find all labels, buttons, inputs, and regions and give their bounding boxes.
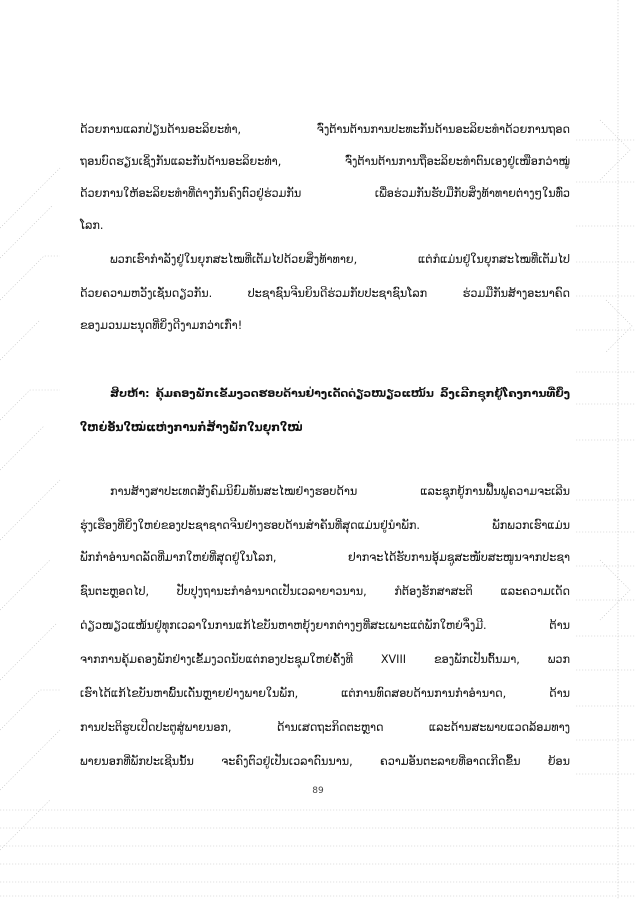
text-line: ຖອນບົດຮຽນເຊິ່ງກັນແລະກັນດ້ານອະລິຍະທຳ, ຈົ່ງຕ້ານຕ້ານການຖືອະລິຍະທຳຕົນເອງຢູ່ເໜືອກວ່າໝູ່ xyxy=(80,155,570,168)
text-line: ຮຸ່ງເຮືອງທີ່ຍິ່ງໃຫຍ່ຂອງປະຊາຊາດຈີນຢ່າງຮອບດ້ານສຳຄັນທີ່ສຸດແມ່ນຢູ່ນຳພັກ. ພັກພວກເຮົາແມ່ນ xyxy=(80,519,570,532)
text-line: ດ້ວຍການແລກປ່ຽນດ້ານອະລິຍະທຳ, ຈົ່ງຕ້ານຕ້ານການປະທະກັນດ້ານອະລິຍະທຳດ້ວຍການຖອດ xyxy=(80,123,570,136)
text-line: ດ່ຽວໜຽວແໜ້ນຢູ່ທຸກເວລາໃນການແກ້ໄຂບັນຫາຫຍຸ້ງຍາກຕ່າງໆທີ່ສະເພາະແຕ່ພັກໃຫຍ່ຈຶ່ງມີ. ຕ້ານ xyxy=(80,619,570,632)
text-line: ຈາກການຄຸ້ມຄອງພັກຢ່າງເຂັ້ມງວດນັບແຕ່ກອງປະຊຸມໃຫຍ່ຄັ້ງທີ XVIII ຂອງພັກເປັນຕົ້ນມາ, ພວກ xyxy=(80,653,570,666)
heading-line: ສິບຫ້າ: ຄຸ້ມຄອງພັກເຂັ້ມງວດຮອບດ້ານຢ່າງເດັດດ່ຽວໜຽວແໜ້ນ ລິ້ງເລີກຊຸກຍູ້ໂຄງການທີ່ຍິ່ງ xyxy=(110,387,570,400)
text-line: ດ້ວຍການໃຫ້ອະລິຍະທຳທີ່ຕ່າງກັນຄົງຕົວຢູ່ຮ່ວມກັນ ເພື່ອຮ່ວມກັນຮັບມືກັບສິ່ງທ້າທາຍຕ່າງໆໃນທົ່ວ xyxy=(80,187,570,200)
text-line: ການສ້າງສາປະເທດສັງຄົມນິຍົມທັນສະໄໝຢ່າງຮອບດ້ານ ແລະຊຸກຍູ້ການຟື້ນຟູຄວາມຈະເລີນ xyxy=(110,485,570,498)
heading-line: ໃຫຍ່ອັນໃໝ່ແຫ່ງການກໍ່ສ້າງພັກໃນຍຸກໃໝ່ xyxy=(80,421,303,434)
text-line: ໂລກ. xyxy=(80,219,104,232)
text-line: ການປະຕິຮູບເປີດປະຕູສູ່ພາຍນອກ, ດ້ານເສດຖະກິດຕະຫຼາດ ແລະດ້ານສະພາບແວດລ້ອມທາງ xyxy=(80,721,570,734)
text-line: ພາຍນອກທີ່ພັກປະເຊີນນັ້ນ ຈະຄົງຕົວຢູ່ເປັນເວລາດົນນານ, ຄວາມອັນຕະລາຍທີ່ອາດເກີດຂຶ້ນ ຍ້ອນ xyxy=(80,755,570,768)
text-line: ຂອງມວນມະນຸດທີ່ຍິ່ງດີງາມກວ່າເກົ່າ! xyxy=(80,319,243,332)
text-line: ດ້ວຍຄວາມຫວັງເຊັ່ນດຽວກັນ. ປະຊາຊົນຈີນຍິນດີຮ່ວມກັບປະຊາຊົນໂລກ ຮ່ວມມືກັນສ້າງອະນາຄົດ xyxy=(80,287,570,300)
text-line: ພວກເຮົາກຳລັງຢູ່ໃນຍຸກສະໄໝທີ່ເຕັມໄປດ້ວຍສິ່ງທ້າທາຍ, ແຕ່ກໍແມ່ນຢູ່ໃນຍຸກສະໄໝທີ່ເຕັມໄປ xyxy=(110,253,570,266)
page-number: 89 xyxy=(312,786,324,796)
text-line: ເຮົາໄດ້ແກ້ໄຂບັນຫາພົ້ນເດັ່ນຫຼາຍຢ່າງພາຍໃນພັກ, ແຕ່ການທົດສອບດ້ານການກຳອຳນາດ, ດ້ານ xyxy=(80,687,570,700)
text-line: ຊົນຕະຫຼອດໄປ, ປັບປຸງຖານະກຳອຳນາດເປັນເວລາຍາວນານ, ກໍຕ້ອງຮັກສາສະຕິ ແລະຄວາມເດັດ xyxy=(80,585,570,598)
text-line: ພັກກຳອຳນາດລັດທີ່ມາກໃຫຍ່ທີ່ສຸດຢູ່ໃນໂລກ, ຢາກຈະໄດ້ຮັບການອຸ້ມຊູສະໜັບສະໜູນຈາກປະຊາ xyxy=(80,551,570,564)
